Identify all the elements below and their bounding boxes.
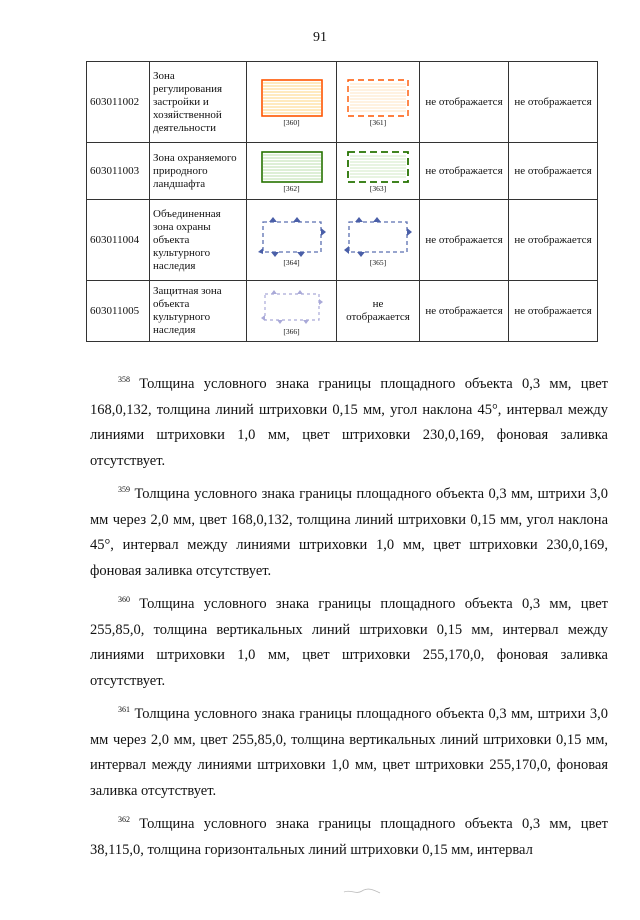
symbol-cell	[247, 62, 337, 143]
zone-code: 603011003	[87, 143, 150, 200]
display-status: не отображается	[420, 200, 509, 281]
table-row	[87, 62, 598, 143]
display-status: не отображается	[420, 281, 509, 342]
table-row	[87, 200, 598, 281]
footnote	[90, 702, 608, 804]
footnote	[90, 812, 608, 863]
orange-solid-hatched-symbol	[260, 78, 324, 118]
symbol-text: не отображается	[337, 281, 420, 342]
footnote-number: 358	[118, 375, 130, 384]
symbol-ref: [362]	[283, 183, 300, 193]
footnote-text: Толщина условного знака границы площадного объекта 0,3 мм, цвет 38,115,0, толщина горизонтальных линий штриховки 0,15 мм, интервал	[90, 816, 608, 858]
footnote-text: Толщина условного знака границы площадного объекта 0,3 мм, штрихи 3,0 мм через 2,0 мм, цвет 168,0,132, толщина линий штриховки 0,15 мм, угол наклона 45°, интервал между линиями штриховки 1,0 мм, цвет штриховки 230,0,169, фоновая заливка отсутствует.	[90, 486, 608, 579]
footnote-number: 362	[118, 815, 130, 824]
footnote	[90, 592, 608, 694]
symbol-ref: [365]	[369, 257, 387, 267]
display-status: не отображается	[509, 200, 598, 281]
zone-name: Объединенная зона охраны объекта культурного наследия	[150, 200, 247, 281]
blue-dashed-triangles-symbol-alt	[343, 214, 413, 258]
green-dashed-hatched-symbol	[346, 150, 410, 184]
orange-dashed-hatched-symbol	[346, 78, 410, 118]
footnote-number: 359	[118, 485, 130, 494]
display-status: не отображается	[420, 62, 509, 143]
zone-name: Зона регулирования застройки и хозяйственной деятельности	[150, 62, 247, 143]
symbol-cell	[247, 143, 337, 200]
display-status: не отображается	[509, 281, 598, 342]
symbol-ref: [360]	[283, 117, 300, 127]
symbol-cell	[337, 200, 420, 281]
footnote	[90, 482, 608, 584]
page-number: 91	[313, 30, 327, 45]
symbol-ref: [363]	[369, 183, 387, 193]
zone-name: Зона охраняемого природного ландшафта	[150, 143, 247, 200]
footnote-text: Толщина условного знака границы площадного объекта 0,3 мм, штрихи 3,0 мм через 2,0 мм, цвет 255,85,0, толщина вертикальных линий штриховки 0,15 мм, интервал между линиями штриховки 1,0 мм, цвет штриховки 255,170,0, фоновая заливка отсутствует.	[90, 706, 608, 799]
zone-code: 603011004	[87, 200, 150, 281]
table-row	[87, 281, 598, 342]
footnotes	[90, 372, 608, 871]
symbol-ref: [366]	[283, 326, 300, 336]
symbol-ref: [361]	[369, 117, 387, 127]
symbol-cell	[247, 281, 337, 342]
handwritten-mark	[342, 886, 382, 898]
display-status: не отображается	[509, 143, 598, 200]
footnote-number: 361	[118, 705, 130, 714]
symbol-ref: [364]	[283, 257, 300, 267]
zone-code: 603011005	[87, 281, 150, 342]
footnote	[90, 372, 608, 474]
symbols-table	[86, 61, 598, 342]
symbol-cell	[337, 62, 420, 143]
footnote-number: 360	[118, 595, 130, 604]
light-blue-dashed-triangles-symbol	[257, 287, 327, 327]
table-row	[87, 143, 598, 200]
footnote-text: Толщина условного знака границы площадного объекта 0,3 мм, цвет 255,85,0, толщина вертикальных линий штриховки 0,15 мм, интервал между линиями штриховки 1,0 мм, цвет штриховки 255,170,0, фоновая заливка отсутствует.	[90, 596, 608, 689]
green-solid-hatched-symbol	[260, 150, 324, 184]
symbol-cell	[337, 143, 420, 200]
blue-dashed-triangles-symbol	[257, 214, 327, 258]
zone-name: Защитная зона объекта культурного наследия	[150, 281, 247, 342]
zone-code: 603011002	[87, 62, 150, 143]
footnote-text: Толщина условного знака границы площадного объекта 0,3 мм, цвет 168,0,132, толщина линий штриховки 0,15 мм, угол наклона 45°, интервал между линиями штриховки 1,0 мм, цвет штриховки 230,0,169, фоновая заливка отсутствует.	[90, 376, 608, 469]
symbol-cell	[247, 200, 337, 281]
display-status: не отображается	[509, 62, 598, 143]
display-status: не отображается	[420, 143, 509, 200]
